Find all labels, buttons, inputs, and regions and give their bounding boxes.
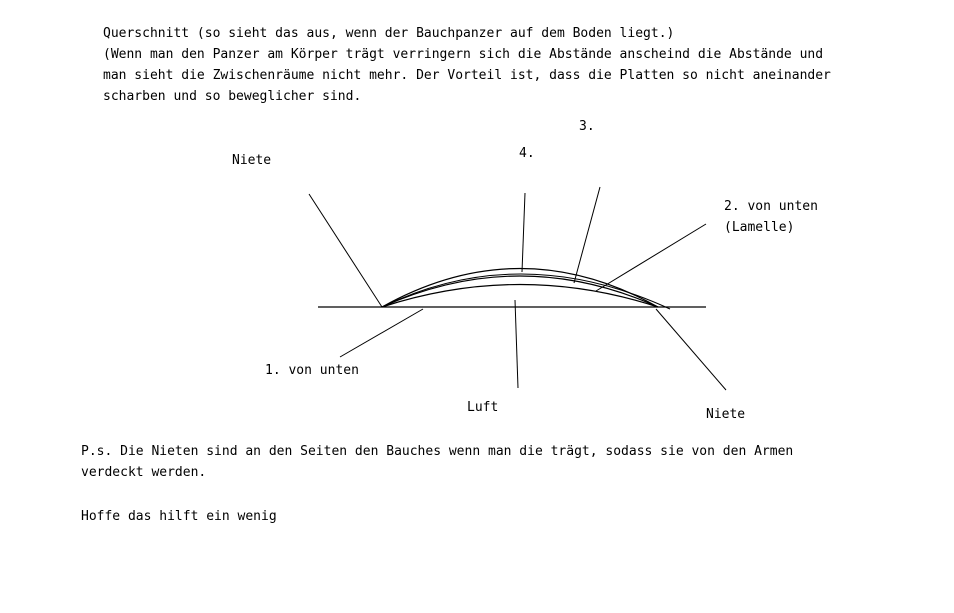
intro-line: Querschnitt (so sieht das aus, wenn der Bauchpanzer auf dem Boden liegt.) xyxy=(103,26,675,41)
intro-line: scharben und so beweglicher sind. xyxy=(103,89,362,104)
ps-line: verdeckt werden. xyxy=(81,465,207,480)
label-plate-4: 4. xyxy=(519,146,535,161)
label-plate-2-line1: 2. von unten xyxy=(724,199,818,214)
leader-plate-3 xyxy=(574,187,600,283)
closing-text: Hoffe das hilft ein wenig xyxy=(81,509,277,524)
label-niete-right: Niete xyxy=(706,407,746,422)
label-niete-left: Niete xyxy=(232,153,272,168)
label-plate-3: 3. xyxy=(579,119,595,134)
leader-luft xyxy=(515,300,518,388)
intro-line: man sieht die Zwischenräume nicht mehr. Der Vorteil ist, dass die Platten so nicht aneinander xyxy=(103,68,831,83)
leader-plate-4 xyxy=(522,193,525,272)
label-plate-2-line2: (Lamelle) xyxy=(724,220,795,235)
leader-niete-right xyxy=(656,309,726,390)
leader-plate-1 xyxy=(340,309,423,357)
ps-note xyxy=(81,441,793,483)
plate-2-curve xyxy=(382,276,658,307)
leader-plate-2 xyxy=(596,224,706,291)
label-plate-1: 1. von unten xyxy=(265,363,359,378)
intro-line: (Wenn man den Panzer am Körper trägt verringern sich die Abstände anscheind die Abstände und xyxy=(103,47,824,62)
leader-niete-left xyxy=(309,194,382,307)
ps-line: P.s. Die Nieten sind an den Seiten den Bauches wenn man die trägt, sodass sie von den Armen xyxy=(81,444,794,459)
label-luft: Luft xyxy=(467,400,499,415)
plate-4-curve xyxy=(382,274,670,309)
